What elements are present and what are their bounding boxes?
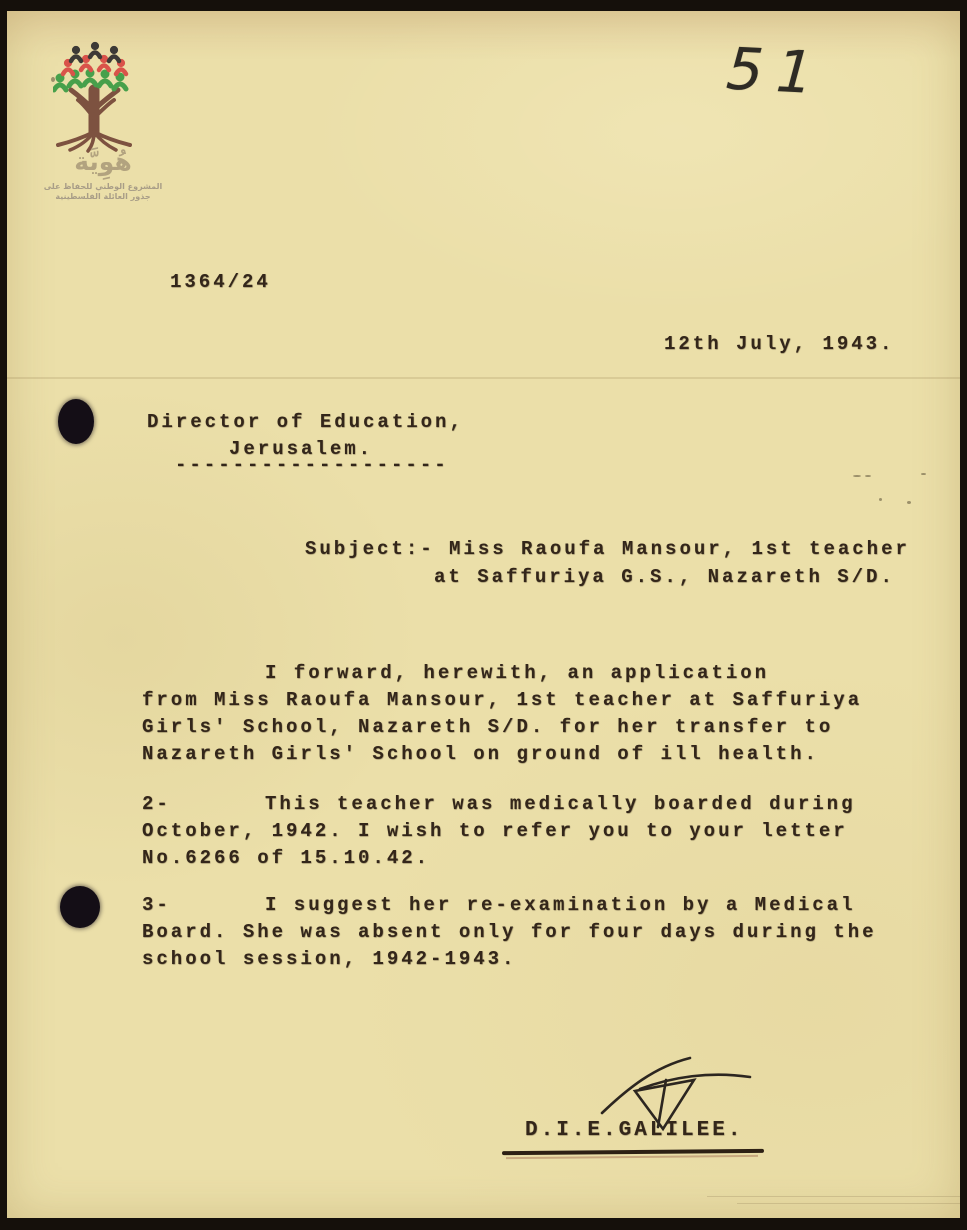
- scan-speck: [921, 473, 926, 475]
- addressee-line1: Director of Education,: [147, 411, 464, 433]
- addressee-underline-dashes: -------------------: [175, 454, 449, 476]
- paragraph1-line: from Miss Raoufa Mansour, 1st teacher at Saffuriya: [142, 689, 863, 711]
- logo-people-dark: [71, 42, 119, 61]
- addressee-line2: Jerusalem.: [229, 438, 374, 460]
- paper-sheet: [7, 11, 960, 1218]
- scan-speck: [853, 475, 861, 477]
- scan-speck: [865, 475, 871, 477]
- logo-tagline: [35, 182, 171, 202]
- hole-punch-top: [58, 399, 94, 444]
- scan-speck: [879, 498, 882, 501]
- huwiyya-tree-logo-icon: [53, 40, 137, 154]
- paragraph2-line: October, 1942. I wish to refer you to your letter: [142, 820, 848, 842]
- paragraph3-line: Board. She was absent only for four days during the: [142, 921, 877, 943]
- reference-number: 1364/24: [170, 271, 271, 293]
- subject-line1: Subject:- Miss Raoufa Mansour, 1st teacher: [305, 538, 910, 560]
- paragraph1-line: Nazareth Girls' School on ground of ill health.: [142, 743, 819, 765]
- scan-speck: [51, 77, 55, 82]
- subject-line2: at Saffuriya G.S., Nazareth S/D.: [434, 566, 895, 588]
- signature-name: D.I.E.GALILEE.: [525, 1119, 744, 1142]
- paragraph2-line: No.6266 of 15.10.42.: [142, 847, 431, 869]
- paragraph1-line: Girls' School, Nazareth S/D. for her transfer to: [142, 716, 834, 738]
- paragraph3-number: 3-: [142, 894, 171, 916]
- paragraph3-line: school session, 1942-1943.: [142, 948, 517, 970]
- letter-date: 12th July, 1943.: [664, 333, 895, 355]
- scan-streak: [737, 1203, 960, 1204]
- logo-calligraphy: هُوِيَّة: [74, 147, 132, 176]
- paragraph2-number: 2-: [142, 793, 171, 815]
- logo-tagline-line2: جذور العائلة الفلسطينية: [55, 192, 151, 201]
- paragraph1-line: I forward, herewith, an application: [265, 662, 770, 684]
- paper-crease: [7, 377, 960, 379]
- signature-underline-shadow: [506, 1155, 758, 1159]
- paragraph2-line: This teacher was medically boarded during: [265, 793, 856, 815]
- paragraph3-line: I suggest her re-examination by a Medical: [265, 894, 856, 916]
- handwritten-page-number: 51: [718, 34, 834, 108]
- scan-speck: [907, 501, 911, 504]
- logo-tagline-line1: المشروع الوطني للحفاظ على: [43, 182, 163, 191]
- hole-punch-bottom: [60, 886, 100, 928]
- scan-streak: [707, 1196, 960, 1197]
